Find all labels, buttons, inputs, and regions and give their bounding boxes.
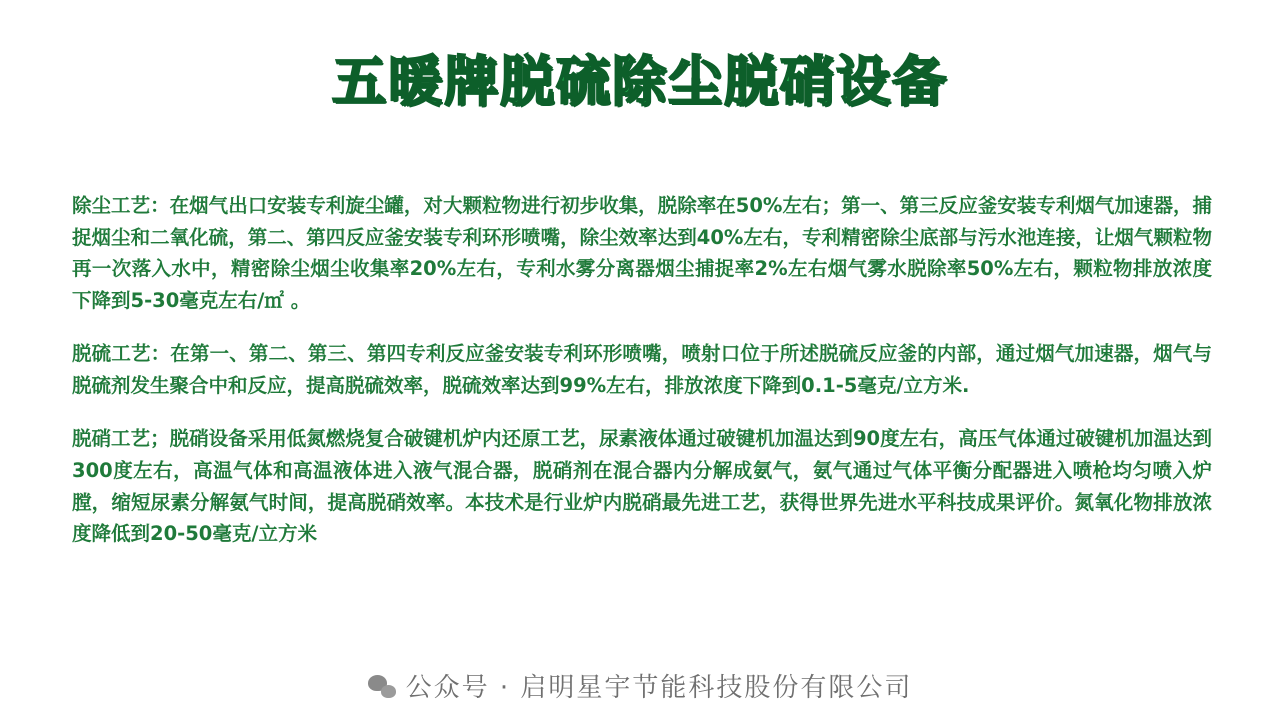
paragraph-dust-removal: 除尘工艺：在烟气出口安装专利旋尘罐，对大颗粒物进行初步收集，脱除率在50%左右；第一、第三反应釜安装专利烟气加速器，捕捉烟尘和二氧化硫，第二、第四反应釜安装专利环形喷嘴，除尘效率达到40%左右，专利精密除尘底部与污水池连接，让烟气颗粒物再一次落入水中，精密除尘烟尘收集率20%左右，专利水雾分离器烟尘捕捉率2%左右烟气雾水脱除率50%左右，颗粒物排放浓度下降到5-30毫克左右/㎡ 。 [72,194,1212,312]
wechat-icon [368,674,396,698]
page-title: 五暖牌脱硫除尘脱硝设备 [332,50,948,113]
body-content [72,190,1212,550]
footer-text: 公众号 · 启明星宇节能科技股份有限公司 [405,673,913,703]
footer-watermark [0,667,1280,704]
paragraph-denitrification: 脱硝工艺；脱硝设备采用低氮燃烧复合破键机炉内还原工艺，尿素液体通过破键机加温达到90度左右，高压气体通过破键机加温达到300度左右，高温气体和高温液体进入液气混合器，脱硝剂在混合器内分解成氨气，氨气通过气体平衡分配器进入喷枪均匀喷入炉膛，缩短尿素分解氨气时间，提高脱硝效率。本技术是行业炉内脱硝最先进工艺，获得世界先进水平科技成果评价。氮氧化物排放浓度降低到20-50毫克/立方米 [72,427,1212,546]
paragraph-desulfurization: 脱硫工艺：在第一、第二、第三、第四专利反应釜安装专利环形喷嘴，喷射口位于所述脱硫反应釜的内部，通过烟气加速器，烟气与脱硫剂发生聚合中和反应，提高脱硫效率，脱硫效率达到99%左右，排放浓度下降到0.1-5毫克/立方米. [72,342,1212,397]
